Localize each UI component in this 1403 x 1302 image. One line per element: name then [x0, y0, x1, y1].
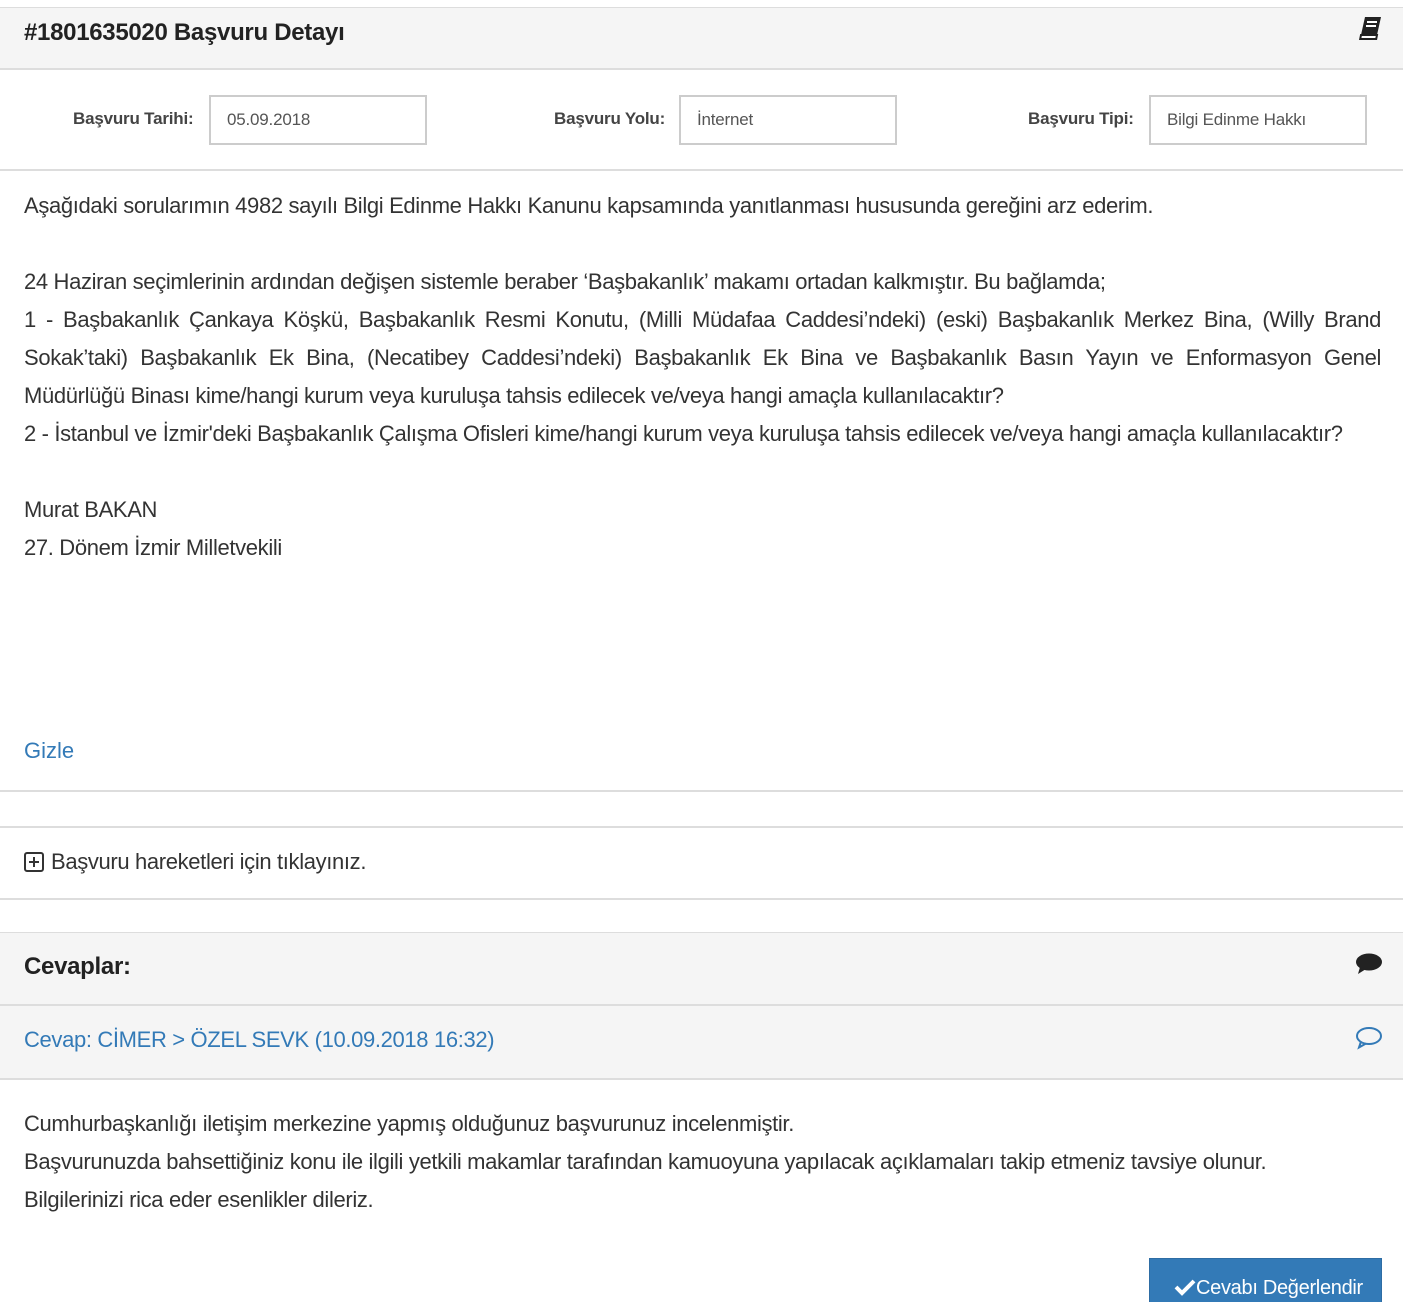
- history-panel[interactable]: [0, 826, 1403, 900]
- comment-icon: [1355, 952, 1383, 981]
- answer-title[interactable]: Cevap: CİMER > ÖZEL SEVK (10.09.2018 16:32): [24, 1027, 495, 1052]
- paragraph: 24 Haziran seçimlerinin ardından değişen sistemle beraber ‘Başbakanlık’ makamı ortadan kalkmıştır. Bu bağlamda;: [24, 269, 1106, 294]
- hide-link[interactable]: Gizle: [24, 738, 75, 763]
- history-toggle-label: Başvuru hareketleri için tıklayınız.: [51, 849, 367, 874]
- book-icon[interactable]: [1357, 15, 1383, 46]
- answers-header: [0, 932, 1403, 1006]
- detail-header: [0, 7, 1403, 70]
- channel-field[interactable]: İnternet: [679, 95, 897, 145]
- answer-text: [24, 1105, 1381, 1219]
- paragraph: Bilgilerinizi rica eder esenlikler dileriz.: [24, 1187, 374, 1212]
- signature-title: 27. Dönem İzmir Milletvekili: [24, 535, 282, 560]
- field-label-channel: Başvuru Yolu:: [554, 109, 666, 128]
- field-label-date: Başvuru Tarihi:: [73, 109, 194, 128]
- type-field[interactable]: Bilgi Edinme Hakkı: [1149, 95, 1367, 145]
- page-title: #1801635020 Başvuru Detayı: [24, 19, 345, 46]
- divider: [0, 169, 1403, 171]
- divider: [0, 790, 1403, 792]
- paragraph: 2 - İstanbul ve İzmir'deki Başbakanlık Çalışma Ofisleri kime/hangi kurum veya kuruluşa tahsis edilecek ve/veya hangi amaçla kullanılacaktır?: [24, 421, 1343, 446]
- paragraph: 1 - Başbakanlık Çankaya Köşkü, Başbakanlık Resmi Konutu, (Milli Müdafaa Caddesi’ndeki) (eski) Başbakanlık Merkez Bina, (Willy Brand Sokak’taki) Başbakanlık Ek Bina, (Necatibey Caddesi’ndeki) Başbakanlık Ek Bina ve Başbakanlık Basın Yayın ve Enformasyon Genel Müdürlüğü Binası kime/hangi kurum veya kuruluşa tahsis edilecek ve/veya hangi amaçla kullanılacaktır?: [24, 307, 1381, 408]
- paragraph: Başvurunuzda bahsettiğiniz konu ile ilgili yetkili makamlar tarafından kamuoyuna yapılacak açıklamaları takip etmeniz tavsiye olunur.: [24, 1149, 1267, 1174]
- rate-answer-button[interactable]: [1149, 1258, 1382, 1302]
- paragraph: [24, 225, 1381, 263]
- signature-name: Murat BAKAN: [24, 497, 158, 522]
- answer-title-bar[interactable]: [0, 1006, 1403, 1080]
- paragraph: Cumhurbaşkanlığı iletişim merkezine yapmış olduğunuz başvurunuz incelenmiştir.: [24, 1111, 794, 1136]
- plus-square-icon: [24, 852, 44, 877]
- date-field[interactable]: 05.09.2018: [209, 95, 427, 145]
- check-icon: [1174, 1278, 1196, 1302]
- comment-outline-icon[interactable]: [1355, 1026, 1383, 1055]
- field-label-type: Başvuru Tipi:: [1028, 109, 1134, 128]
- rate-answer-label: Cevabı Değerlendir: [1196, 1276, 1363, 1299]
- answers-heading: Cevaplar:: [24, 953, 131, 980]
- application-text: [24, 187, 1381, 567]
- paragraph: [24, 453, 1381, 491]
- paragraph: Aşağıdaki sorularımın 4982 sayılı Bilgi Edinme Hakkı Kanunu kapsamında yanıtlanması hususunda gereğini arz ederim.: [24, 193, 1154, 218]
